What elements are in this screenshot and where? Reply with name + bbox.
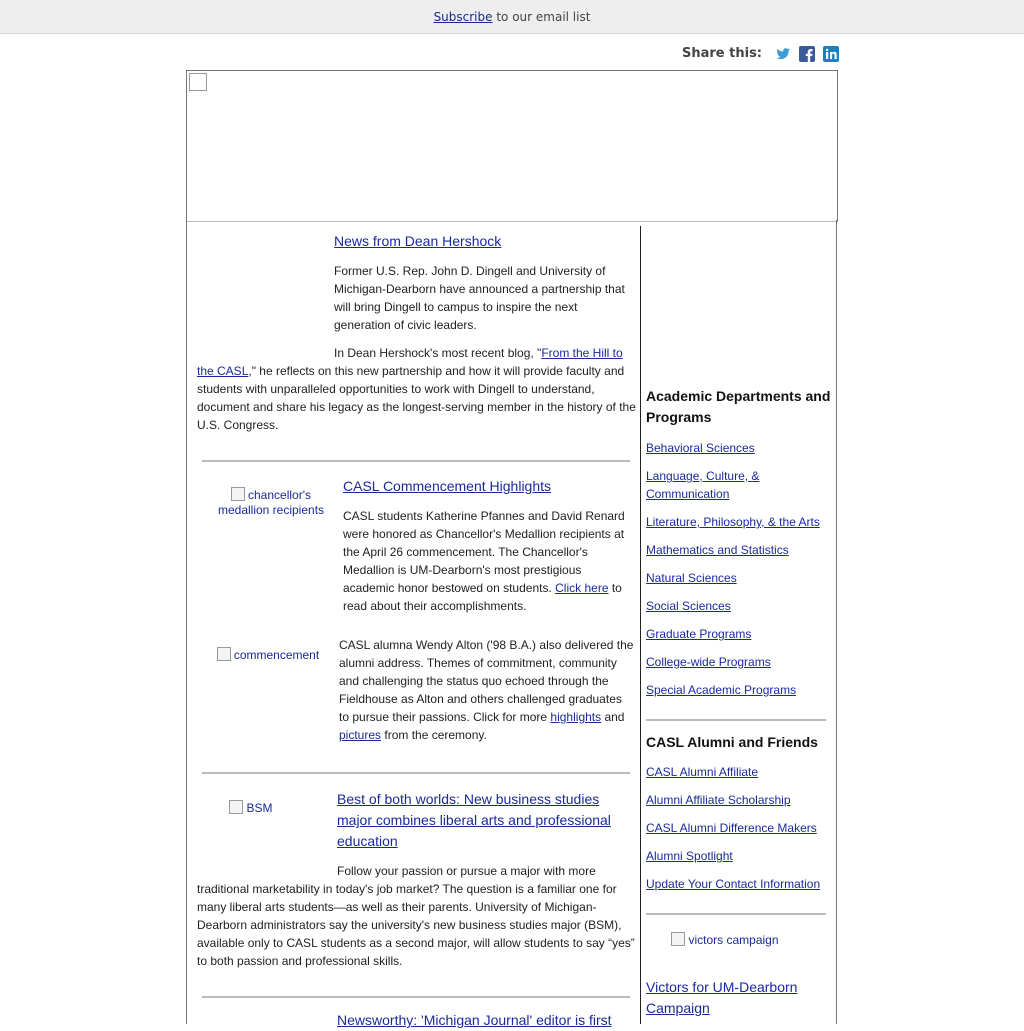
academic-link[interactable]: Social Sciences: [646, 599, 731, 613]
victors-campaign-image: [650, 932, 800, 948]
alumni-link[interactable]: Alumni Spotlight: [646, 849, 733, 863]
commencement-p1-pre: CASL students Katherine Pfannes and David Renard were honored as Chancellor's Medallion recipients at the April 26 commencement. The Chancellor's Medallion is UM-Dearborn's most prestigious academic honor bestowed on students.: [343, 509, 625, 595]
victors-campaign-image-alt: victors campaign: [688, 933, 779, 947]
bsm-image-alt: BSM: [246, 801, 273, 815]
academic-link[interactable]: Mathematics and Statistics: [646, 543, 789, 557]
bsm-paragraph: Follow your passion or pursue a major with more traditional marketability in today's job market? The question is a familiar one for many liberal arts students—as well as their parents. University of Michigan-Dearborn administrators say the university's new business studies major (BSM), available only to CASL students as a second major, will allow students to say “yes” to both passion and professional skills.: [197, 864, 635, 968]
frame-right-border: [836, 220, 837, 1024]
broken-image-icon: [671, 932, 685, 946]
bsm-image: [206, 800, 296, 816]
broken-image-icon: [229, 800, 243, 814]
alumni-link[interactable]: CASL Alumni Difference Makers: [646, 821, 817, 835]
dean-news-title-link[interactable]: News from Dean Hershock: [334, 233, 502, 249]
highlights-link[interactable]: highlights: [550, 710, 602, 724]
dean-p2-pre: In Dean Hershock's most recent blog, ": [334, 346, 542, 360]
academic-link[interactable]: Graduate Programs: [646, 627, 752, 641]
commencement-p2-pre: CASL alumna Wendy Alton ('98 B.A.) also delivered the alumni address. Themes of commitment, community and challenging the status quo echoed through the Fieldhouse as Alton and others challenged graduates to pursue their passions. Click for more: [339, 638, 634, 724]
alumni-heading: CASL Alumni and Friends: [646, 734, 818, 750]
commencement-paragraph-1: [343, 507, 636, 615]
commencement-paragraph-2: [339, 636, 635, 744]
subscribe-text: to our email list: [492, 10, 591, 24]
from-the-hill-link[interactable]: From the Hill to the CASL: [197, 346, 623, 378]
academic-heading: Academic Departments and Programs: [646, 388, 831, 425]
section-divider: [202, 772, 630, 774]
frame-left-border: [186, 220, 187, 1024]
alumni-links-list: [646, 763, 831, 903]
bsm-title-link[interactable]: Best of both worlds: New business studies major combines liberal arts and professional education: [337, 791, 611, 849]
medallion-image-alt: chancellor's medallion recipients: [217, 488, 325, 517]
commencement-p2-mid: and: [601, 710, 625, 724]
pictures-link[interactable]: pictures: [339, 728, 382, 742]
header-banner: [186, 70, 838, 222]
academic-link[interactable]: Special Academic Programs: [646, 683, 797, 697]
section-divider: [202, 996, 630, 998]
academic-link[interactable]: College-wide Programs: [646, 655, 771, 669]
alumni-link[interactable]: CASL Alumni Affiliate: [646, 765, 759, 779]
sidebar-divider: [646, 719, 826, 721]
commencement-image: [208, 647, 328, 663]
broken-image-icon: [231, 487, 245, 501]
column-divider: [640, 226, 641, 1024]
twitter-icon[interactable]: [774, 45, 792, 63]
alumni-link[interactable]: Update Your Contact Information: [646, 877, 821, 891]
academic-links-list: [646, 439, 831, 709]
click-here-link[interactable]: Click here: [555, 581, 609, 595]
share-bar: [682, 43, 840, 63]
share-label: Share this:: [682, 45, 763, 61]
section-divider: [202, 460, 630, 462]
broken-image-icon: [217, 647, 231, 661]
dean-news-paragraph-2: [197, 344, 636, 434]
alumni-link[interactable]: Alumni Affiliate Scholarship: [646, 793, 791, 807]
victors-campaign-link[interactable]: Victors for UM-Dearborn Campaign: [646, 979, 798, 1016]
subscribe-bar: [0, 0, 1024, 34]
commencement-title-link[interactable]: CASL Commencement Highlights: [343, 478, 552, 494]
academic-link[interactable]: Natural Sciences: [646, 571, 737, 585]
dean-news-paragraph-1: Former U.S. Rep. John D. Dingell and University of Michigan-Dearborn have announced a partnership that will bring Dingell to campus to inspire the next generation of civic leaders.: [334, 264, 625, 332]
academic-link[interactable]: Language, Culture, & Communication: [646, 469, 760, 501]
sidebar-divider: [646, 913, 826, 915]
academic-link[interactable]: Behavioral Sciences: [646, 441, 755, 455]
broken-image-icon: [189, 73, 207, 91]
commencement-p2-post: from the ceremony.: [381, 728, 487, 742]
academic-link[interactable]: Literature, Philosophy, & the Arts: [646, 515, 820, 529]
facebook-icon[interactable]: [798, 45, 816, 63]
dean-p2-post: ," he reflects on this new partnership and how it will provide faculty and students with unparalleled opportunities to work with Dingell to understand, document and share his legacy as the longest-serving member in the history of the U.S. Congress.: [197, 364, 636, 432]
newsworthy-title-link[interactable]: Newsworthy: 'Michigan Journal' editor is first: [337, 1012, 612, 1028]
linkedin-icon[interactable]: [822, 45, 840, 63]
commencement-p1-post: to read about their accomplishments.: [343, 581, 622, 613]
commencement-image-alt: commencement: [233, 648, 320, 662]
subscribe-link[interactable]: Subscribe: [433, 10, 493, 24]
medallion-image: [204, 487, 338, 518]
